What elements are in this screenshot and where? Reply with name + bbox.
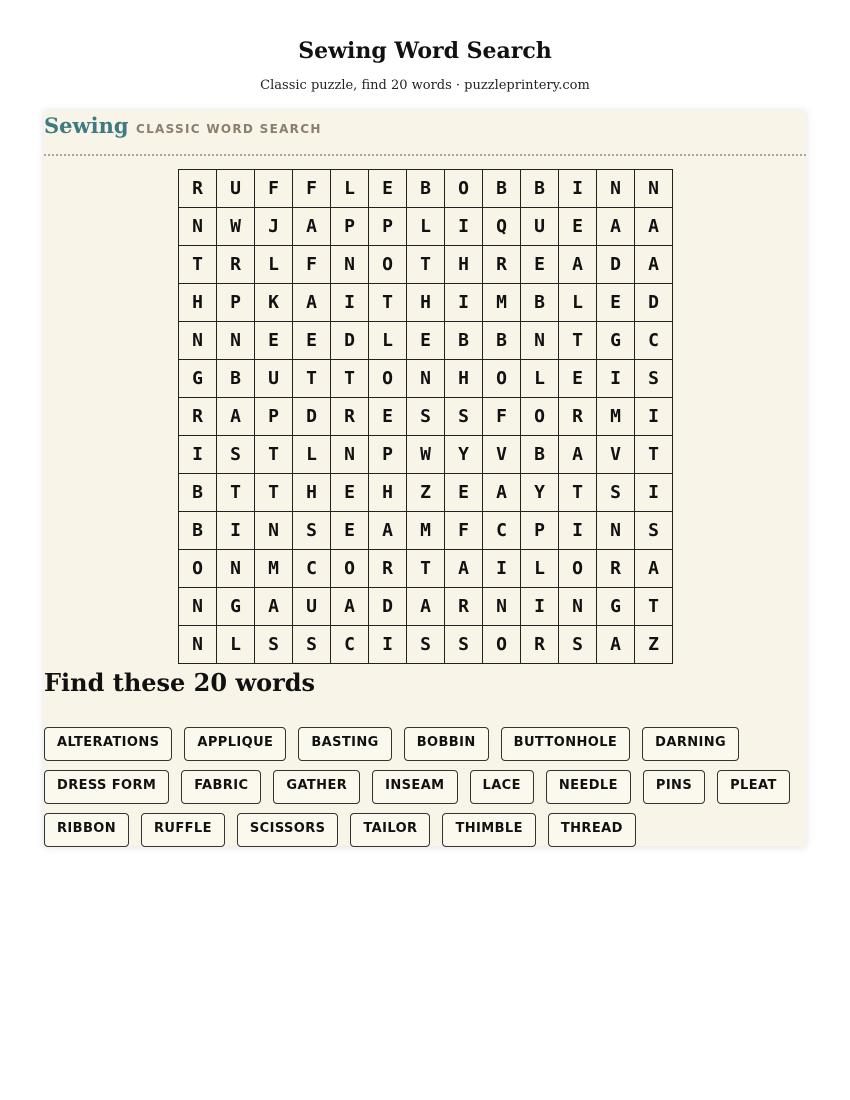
word-chip[interactable]: PINS [643,770,705,804]
word-chip[interactable]: NEEDLE [546,770,631,804]
grid-cell[interactable]: F [293,246,331,284]
grid-cell[interactable]: I [635,474,673,512]
word-chip[interactable]: INSEAM [372,770,457,804]
grid-cell[interactable]: N [331,246,369,284]
puzzle-card [44,110,806,846]
grid-cell[interactable]: E [559,360,597,398]
grid-cell[interactable]: B [521,170,559,208]
grid-cell[interactable]: P [255,398,293,436]
grid-cell[interactable]: L [559,284,597,322]
grid-cell[interactable]: S [445,626,483,664]
word-chip[interactable]: RUFFLE [141,813,225,847]
grid-cell[interactable]: F [483,398,521,436]
grid-cell[interactable]: D [597,246,635,284]
grid-cell[interactable]: L [521,360,559,398]
grid-cell[interactable]: B [217,360,255,398]
grid-cell[interactable]: N [483,588,521,626]
grid-cell[interactable]: C [331,626,369,664]
grid-cell[interactable]: S [255,626,293,664]
word-chip[interactable]: FABRIC [181,770,261,804]
grid-cell[interactable]: T [559,322,597,360]
grid-cell[interactable]: R [597,550,635,588]
grid-cell[interactable]: N [331,436,369,474]
grid-cell[interactable]: N [407,360,445,398]
grid-cell[interactable]: T [331,360,369,398]
grid-cell[interactable]: T [407,550,445,588]
grid-cell[interactable]: P [217,284,255,322]
grid-cell[interactable]: M [483,284,521,322]
grid-cell[interactable]: S [635,360,673,398]
grid-cell[interactable]: D [369,588,407,626]
grid-cell[interactable]: U [521,208,559,246]
grid-cell[interactable]: N [179,626,217,664]
grid-cell[interactable]: T [635,436,673,474]
grid-cell[interactable]: P [369,208,407,246]
grid-cell[interactable]: F [255,170,293,208]
grid-cell[interactable]: A [407,588,445,626]
grid-cell[interactable]: S [407,626,445,664]
grid-cell[interactable]: L [293,436,331,474]
grid-cell[interactable]: N [635,170,673,208]
grid-cell[interactable]: U [255,360,293,398]
grid-cell[interactable]: H [407,284,445,322]
grid-cell[interactable]: T [559,474,597,512]
grid-cell[interactable]: L [521,550,559,588]
grid-cell[interactable]: I [521,588,559,626]
grid-cell[interactable]: I [445,208,483,246]
grid-cell[interactable]: T [255,436,293,474]
grid-cell[interactable]: O [179,550,217,588]
grid-cell[interactable]: H [445,360,483,398]
grid-cell[interactable]: P [369,436,407,474]
grid-cell[interactable]: L [217,626,255,664]
grid-cell[interactable]: B [179,474,217,512]
grid-cell[interactable]: R [369,550,407,588]
grid-cell[interactable]: I [369,626,407,664]
grid-cell[interactable]: T [255,474,293,512]
grid-cell[interactable]: K [255,284,293,322]
word-chip[interactable]: ALTERATIONS [44,727,172,761]
grid-cell[interactable]: S [407,398,445,436]
grid-cell[interactable]: E [255,322,293,360]
grid-cell[interactable]: I [559,170,597,208]
grid-cell[interactable]: D [635,284,673,322]
grid-cell[interactable]: O [521,398,559,436]
grid-cell[interactable]: O [369,246,407,284]
grid-cell[interactable]: I [483,550,521,588]
grid-cell[interactable]: N [217,322,255,360]
grid-cell[interactable]: R [559,398,597,436]
grid-cell[interactable]: A [369,512,407,550]
grid-cell[interactable]: A [445,550,483,588]
grid-cell[interactable]: S [217,436,255,474]
grid-cell[interactable]: P [521,512,559,550]
grid-cell[interactable]: E [597,284,635,322]
grid-cell[interactable]: A [483,474,521,512]
grid-cell[interactable]: S [293,512,331,550]
grid-cell[interactable]: S [445,398,483,436]
grid-cell[interactable]: H [179,284,217,322]
grid-cell[interactable]: N [179,322,217,360]
grid-cell[interactable]: E [445,474,483,512]
grid-cell[interactable]: H [293,474,331,512]
grid-cell[interactable]: N [597,170,635,208]
grid-cell[interactable]: T [635,588,673,626]
grid-cell[interactable]: I [217,512,255,550]
grid-cell[interactable]: A [635,208,673,246]
grid-cell[interactable]: E [407,322,445,360]
word-chip[interactable]: LACE [470,770,534,804]
word-chip[interactable]: APPLIQUE [184,727,286,761]
grid-cell[interactable]: B [407,170,445,208]
grid-cell[interactable]: L [369,322,407,360]
grid-cell[interactable]: E [521,246,559,284]
grid-cell[interactable]: S [597,474,635,512]
grid-cell[interactable]: C [635,322,673,360]
grid-cell[interactable]: E [559,208,597,246]
card-tagline: CLASSIC WORD SEARCH [136,122,322,136]
grid-cell[interactable]: B [483,322,521,360]
word-chip[interactable]: SCISSORS [237,813,339,847]
word-chip[interactable]: BUTTONHOLE [501,727,631,761]
grid-cell[interactable]: R [331,398,369,436]
grid-cell[interactable]: G [597,322,635,360]
word-list [44,727,806,847]
grid-cell[interactable]: O [445,170,483,208]
grid-cell[interactable]: J [255,208,293,246]
grid-cell[interactable]: C [293,550,331,588]
grid-cell[interactable]: R [521,626,559,664]
grid-cell[interactable]: B [179,512,217,550]
grid-cell[interactable]: N [255,512,293,550]
grid-cell[interactable]: E [369,170,407,208]
page-subtitle: Classic puzzle, find 20 words · puzzleprintery.com [260,78,590,93]
grid-cell[interactable]: O [559,550,597,588]
grid-cell[interactable]: R [179,398,217,436]
grid-cell[interactable]: G [597,588,635,626]
grid-cell[interactable]: Y [445,436,483,474]
grid-cell[interactable]: Y [521,474,559,512]
word-chip[interactable]: THREAD [548,813,636,847]
brand-title: Sewing [44,113,129,138]
grid-cell[interactable]: I [559,512,597,550]
grid-cell[interactable]: L [255,246,293,284]
grid-cell[interactable]: E [331,512,369,550]
grid-cell[interactable]: B [483,170,521,208]
grid-cell[interactable]: R [445,588,483,626]
grid-cell[interactable]: H [445,246,483,284]
grid-cell[interactable]: E [369,398,407,436]
grid-cell[interactable]: A [635,550,673,588]
grid-cell[interactable]: T [369,284,407,322]
grid-cell[interactable]: I [597,360,635,398]
grid-cell[interactable]: L [407,208,445,246]
grid-cell[interactable]: T [179,246,217,284]
grid-cell[interactable]: D [293,398,331,436]
grid-cell[interactable]: A [559,436,597,474]
grid-cell[interactable]: A [559,246,597,284]
grid-cell[interactable]: G [217,588,255,626]
grid-cell[interactable]: I [445,284,483,322]
grid-cell[interactable]: W [217,208,255,246]
grid-cell[interactable]: I [331,284,369,322]
grid-cell[interactable]: E [293,322,331,360]
word-chip[interactable]: RIBBON [44,813,129,847]
grid-cell[interactable]: C [483,512,521,550]
word-chip[interactable]: PLEAT [717,770,790,804]
letter-grid [178,169,673,664]
grid-cell[interactable]: N [521,322,559,360]
grid-cell[interactable]: T [407,246,445,284]
grid-cell[interactable]: R [179,170,217,208]
grid-cell[interactable]: B [521,436,559,474]
grid-cell[interactable]: V [597,436,635,474]
grid-cell[interactable]: Z [407,474,445,512]
grid-cell[interactable]: R [483,246,521,284]
grid-cell[interactable]: B [445,322,483,360]
grid-cell[interactable]: N [597,512,635,550]
grid-cell[interactable]: A [331,588,369,626]
grid-cell[interactable]: P [331,208,369,246]
grid-cell[interactable]: I [179,436,217,474]
grid-cell[interactable]: M [255,550,293,588]
grid-cell[interactable]: D [331,322,369,360]
grid-cell[interactable]: N [217,550,255,588]
grid-cell[interactable]: E [331,474,369,512]
grid-cell[interactable]: R [217,246,255,284]
grid-cell[interactable]: S [293,626,331,664]
grid-cell[interactable]: L [331,170,369,208]
grid-cell[interactable]: N [559,588,597,626]
grid-cell[interactable]: G [179,360,217,398]
grid-cell[interactable]: A [255,588,293,626]
grid-cell[interactable]: Z [635,626,673,664]
grid-cell[interactable]: U [293,588,331,626]
grid-cell[interactable]: A [293,208,331,246]
word-chip[interactable]: GATHER [273,770,360,804]
grid-cell[interactable]: U [217,170,255,208]
word-chip[interactable]: DARNING [642,727,739,761]
grid-cell[interactable]: A [597,208,635,246]
grid-cell[interactable]: O [483,626,521,664]
grid-cell[interactable]: V [483,436,521,474]
grid-cell[interactable]: S [635,512,673,550]
word-chip[interactable]: DRESS FORM [44,770,169,804]
grid-cell[interactable]: F [293,170,331,208]
grid-cell[interactable]: O [483,360,521,398]
grid-cell[interactable]: Q [483,208,521,246]
word-chip[interactable]: THIMBLE [442,813,535,847]
grid-cell[interactable]: O [369,360,407,398]
grid-cell[interactable]: N [179,588,217,626]
grid-cell[interactable]: T [293,360,331,398]
grid-cell[interactable]: H [369,474,407,512]
page-title: Sewing Word Search [298,38,552,64]
grid-cell[interactable]: I [635,398,673,436]
grid-cell[interactable]: T [217,474,255,512]
words-heading: Find these 20 words [44,668,316,697]
card-header [44,110,806,156]
grid-cell[interactable]: M [407,512,445,550]
grid-cell[interactable]: A [293,284,331,322]
grid-cell[interactable]: S [559,626,597,664]
word-chip[interactable]: BOBBIN [404,727,489,761]
grid-cell[interactable]: F [445,512,483,550]
word-chip[interactable]: BASTING [298,727,391,761]
grid-cell[interactable]: N [179,208,217,246]
grid-cell[interactable]: A [217,398,255,436]
grid-cell[interactable]: O [331,550,369,588]
grid-cell[interactable]: A [597,626,635,664]
word-chip[interactable]: TAILOR [350,813,430,847]
grid-cell[interactable]: B [521,284,559,322]
grid-cell[interactable]: A [635,246,673,284]
grid-cell[interactable]: M [597,398,635,436]
grid-cell[interactable]: W [407,436,445,474]
